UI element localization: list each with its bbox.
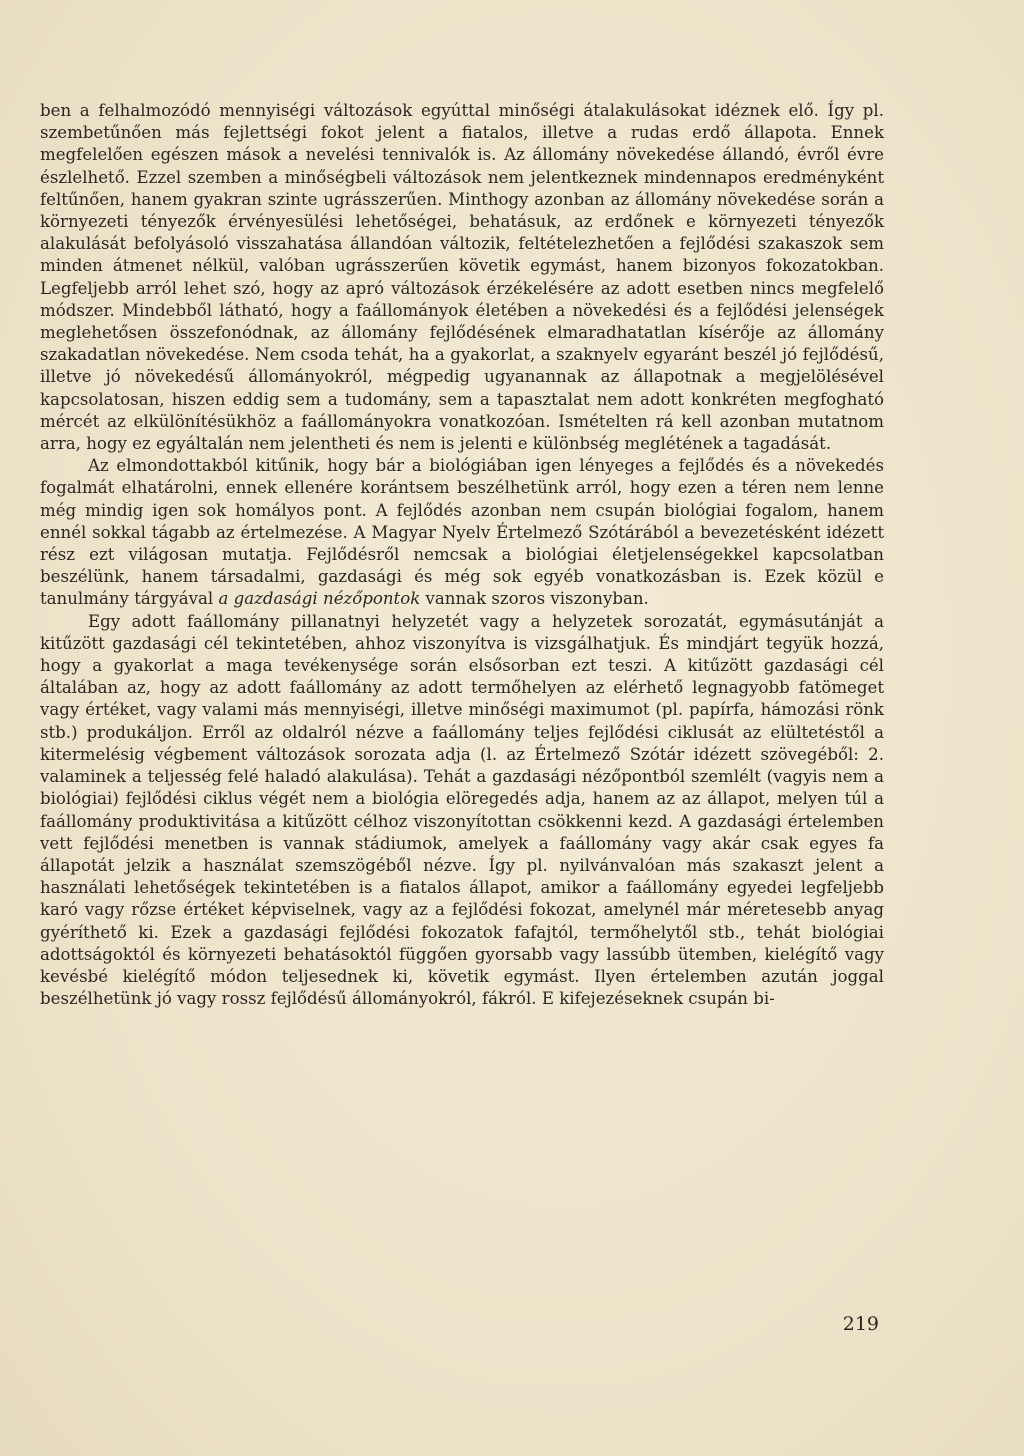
paragraph-3-text: Egy adott faállomány pillanatnyi helyzetét vagy a helyzetek sorozatát, egymásutánját a kitűzött gazdasági cél tekintetében, ahhoz viszonyítva is vizsgálhatjuk. És mindjárt tegyük hozzá, hogy a gyakorlat a maga tevékenysége során elsősorban ezt teszi. A kitűzött gazdasági cél általában az, hogy az adott faállomány az adott termőhelyen az elérhető legnagyobb fatömeget vagy értéket, vagy valami más mennyiségi, illetve minőségi maximumot (pl. papírfa, hámozási rönk stb.) produkáljon. Erről az oldalról nézve a faállomány teljes fejlődési ciklusát az elültetéstől a kitermelésig végbement változások sorozata adja (l. az Értelmező Szótár idézett szövegéből: 2. valaminek a teljesség felé haladó alakulása). Tehát a gazdasági nézőpontból szemlélt (vagyis nem a biológiai) fejlődési ciklus végét nem a biológia elöregedés adja, hanem az az állapot, melyen túl a faállomány produktivitása a kitűzött célhoz viszonyítottan csökkenni kezd. A gazdasági értelemben vett fejlődési menetben is vannak stádiumok, amelyek a faállomány vagy akár csak egyes fa állapotát jelzik a használat szemszögéből nézve. Így pl. nyilvánvalóan más szakaszt jelent a használati lehetőségek tekintetében is a fiatalos állapot, amikor a faállomány egyedei legfeljebb karó vagy rőzse értéket képviselnek, vagy az a fejlődési fokozat, amelynél már méretesebb anyag gyéríthető ki. Ezek a gazdasági fejlődési fokozatok fafajtól, termőhelytől stb., tehát biológiai adottságoktól és környezeti behatásoktól függően gyorsabb vagy lassúbb ütemben, kielégítő vagy kevésbé kielégítő módon teljesednek ki, követik egymást. Ilyen értelemben azután joggal beszélhetünk jó vagy rossz fejlődésű állományokról, fákról. E kifejezéseknek csupán bi- <box>40 611 884 1009</box>
paragraph-2 <box>40 455 884 610</box>
paragraph-1-text: ben a felhalmozódó mennyiségi változások egyúttal minőségi átalakulásokat idéznek elő. Így pl. szembetűnően más fejlettségi fokot jelent a fiatalos, illetve a rudas erdő állapota. Ennek megfelelően egészen mások a nevelési tennivalók is. Az állomány növekedése állandó, évről évre észlelhető. Ezzel szemben a minőségbeli változások nem jelentkeznek mindennapos eredményként feltűnően, hanem gyakran szinte ugrásszerűen. Minthogy azonban az állomány növekedése során a környezeti tényezők érvényesülési lehetőségei, behatásuk, az erdőnek e környezeti tényezők alakulását befolyásoló visszahatása állandóan változik, feltételezhetően a fejlődési szakaszok sem minden átmenet nélkül, valóban ugrásszerűen követik egymást, hanem bizonyos fokozatokban. Legfeljebb arról lehet szó, hogy az apró változások érzékelésére az adott esetben nincs megfelelő módszer. Mindebből látható, hogy a faállományok életében a növekedési és a fejlődési jelenségek meglehetősen összefonódnak, az állomány fejlődésének elmaradhatatlan kísérője az állomány szakadatlan növekedése. Nem csoda tehát, ha a gyakorlat, a szaknyelv egyaránt beszél jó fejlődésű, illetve jó növekedésű állományokról, mégpedig ugyanannak az állapotnak a megjelölésével kapcsolatosan, hiszen eddig sem a tudomány, sem a tapasztalat nem adott konkréten megfogható mércét az elkülönítésükhöz a faállományokra vonatkozóan. Ismételten rá kell azonban mutatnom arra, hogy ez egyáltalán nem jelentheti és nem is jelenti e különbség meglétének a tagadását. <box>40 101 884 454</box>
body-text <box>40 100 884 1010</box>
paragraph-2-italic-phrase: a gazdasági nézőpontok <box>218 589 421 609</box>
paragraph-2-text-end: vannak szoros viszonyban. <box>420 589 649 609</box>
paragraph-1 <box>40 100 884 455</box>
page-number: 219 <box>842 1313 879 1335</box>
paragraph-2-text-start: Az elmondottakból kitűnik, hogy bár a biológiában igen lényeges a fejlődés és a növekedés fogalmát elhatárolni, ennek ellenére korántsem beszélhetünk arról, hogy ezen a téren nem lenne még mindig igen sok homályos pont. A fejlődés azonban nem csupán biológiai fogalom, hanem ennél sokkal tágabb az értelmezése. A Magyar Nyelv Értelmező Szótárából a bevezetésként idézett rész ezt világosan mutatja. Fejlődésről nemcsak a biológiai életjelenségekkel kapcsolatban beszélünk, hanem társadalmi, gazdasági és még sok egyéb vonatkozásban is. Ezek közül e tanulmány tárgyával <box>40 456 884 609</box>
paragraph-3 <box>40 611 884 1011</box>
